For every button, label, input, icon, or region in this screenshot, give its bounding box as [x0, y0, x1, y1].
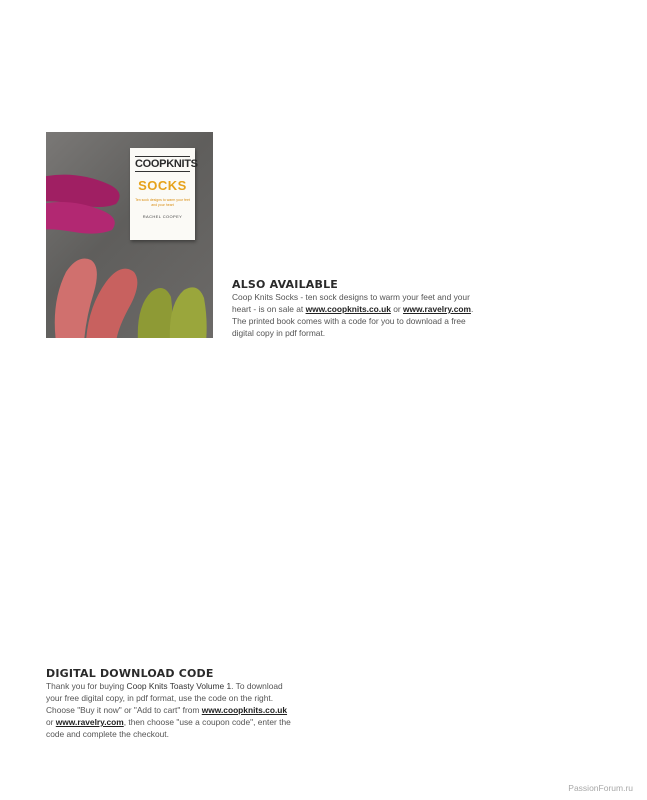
download-line: your free digital copy, in pdf format, use the code on the right. [46, 693, 274, 703]
download-line: code and complete the checkout. [46, 729, 169, 739]
also-available-heading: ALSO AVAILABLE [232, 278, 338, 291]
also-available-text [232, 291, 512, 339]
cover-title: SOCKS [138, 178, 187, 193]
cover-brand: COOPKNITS [135, 158, 198, 170]
ravelry-link[interactable]: www.ravelry.com [55, 717, 124, 727]
download-line: or www.ravelry.com, then choose "use a coupon code", enter the [46, 717, 291, 727]
watermark: PassionForum.ru [568, 783, 633, 793]
coopknits-link[interactable]: www.coopknits.co.uk [305, 304, 391, 314]
download-line: Thank you for buying Coop Knits Toasty Volume 1. To download [46, 681, 283, 691]
digital-download-heading: DIGITAL DOWNLOAD CODE [46, 667, 214, 680]
cover-author: RACHEL COOPEY [142, 214, 183, 219]
also-available-line: digital copy in pdf format. [232, 328, 326, 338]
also-available-line: The printed book comes with a code for you to download a free [232, 316, 466, 326]
also-available-line: Coop Knits Socks - ten sock designs to warm your feet and your [232, 292, 470, 302]
book-cover-photo [46, 132, 213, 338]
ravelry-link[interactable]: www.ravelry.com [402, 304, 471, 314]
digital-download-text [46, 680, 336, 740]
magenta-sock-bottom [46, 202, 115, 234]
also-available-line: heart - is on sale at www.coopknits.co.uk or www.ravelry.com. [232, 304, 474, 314]
green-sock-right [170, 287, 207, 338]
cover-tagline: Ten sock designs to warm your feet and your heart [135, 198, 190, 207]
book-cover [130, 148, 198, 240]
download-line: Choose "Buy it now" or "Add to cart" from www.coopknits.co.uk [46, 705, 288, 715]
coopknits-link[interactable]: www.coopknits.co.uk [201, 705, 288, 715]
green-sock-left [138, 288, 173, 338]
